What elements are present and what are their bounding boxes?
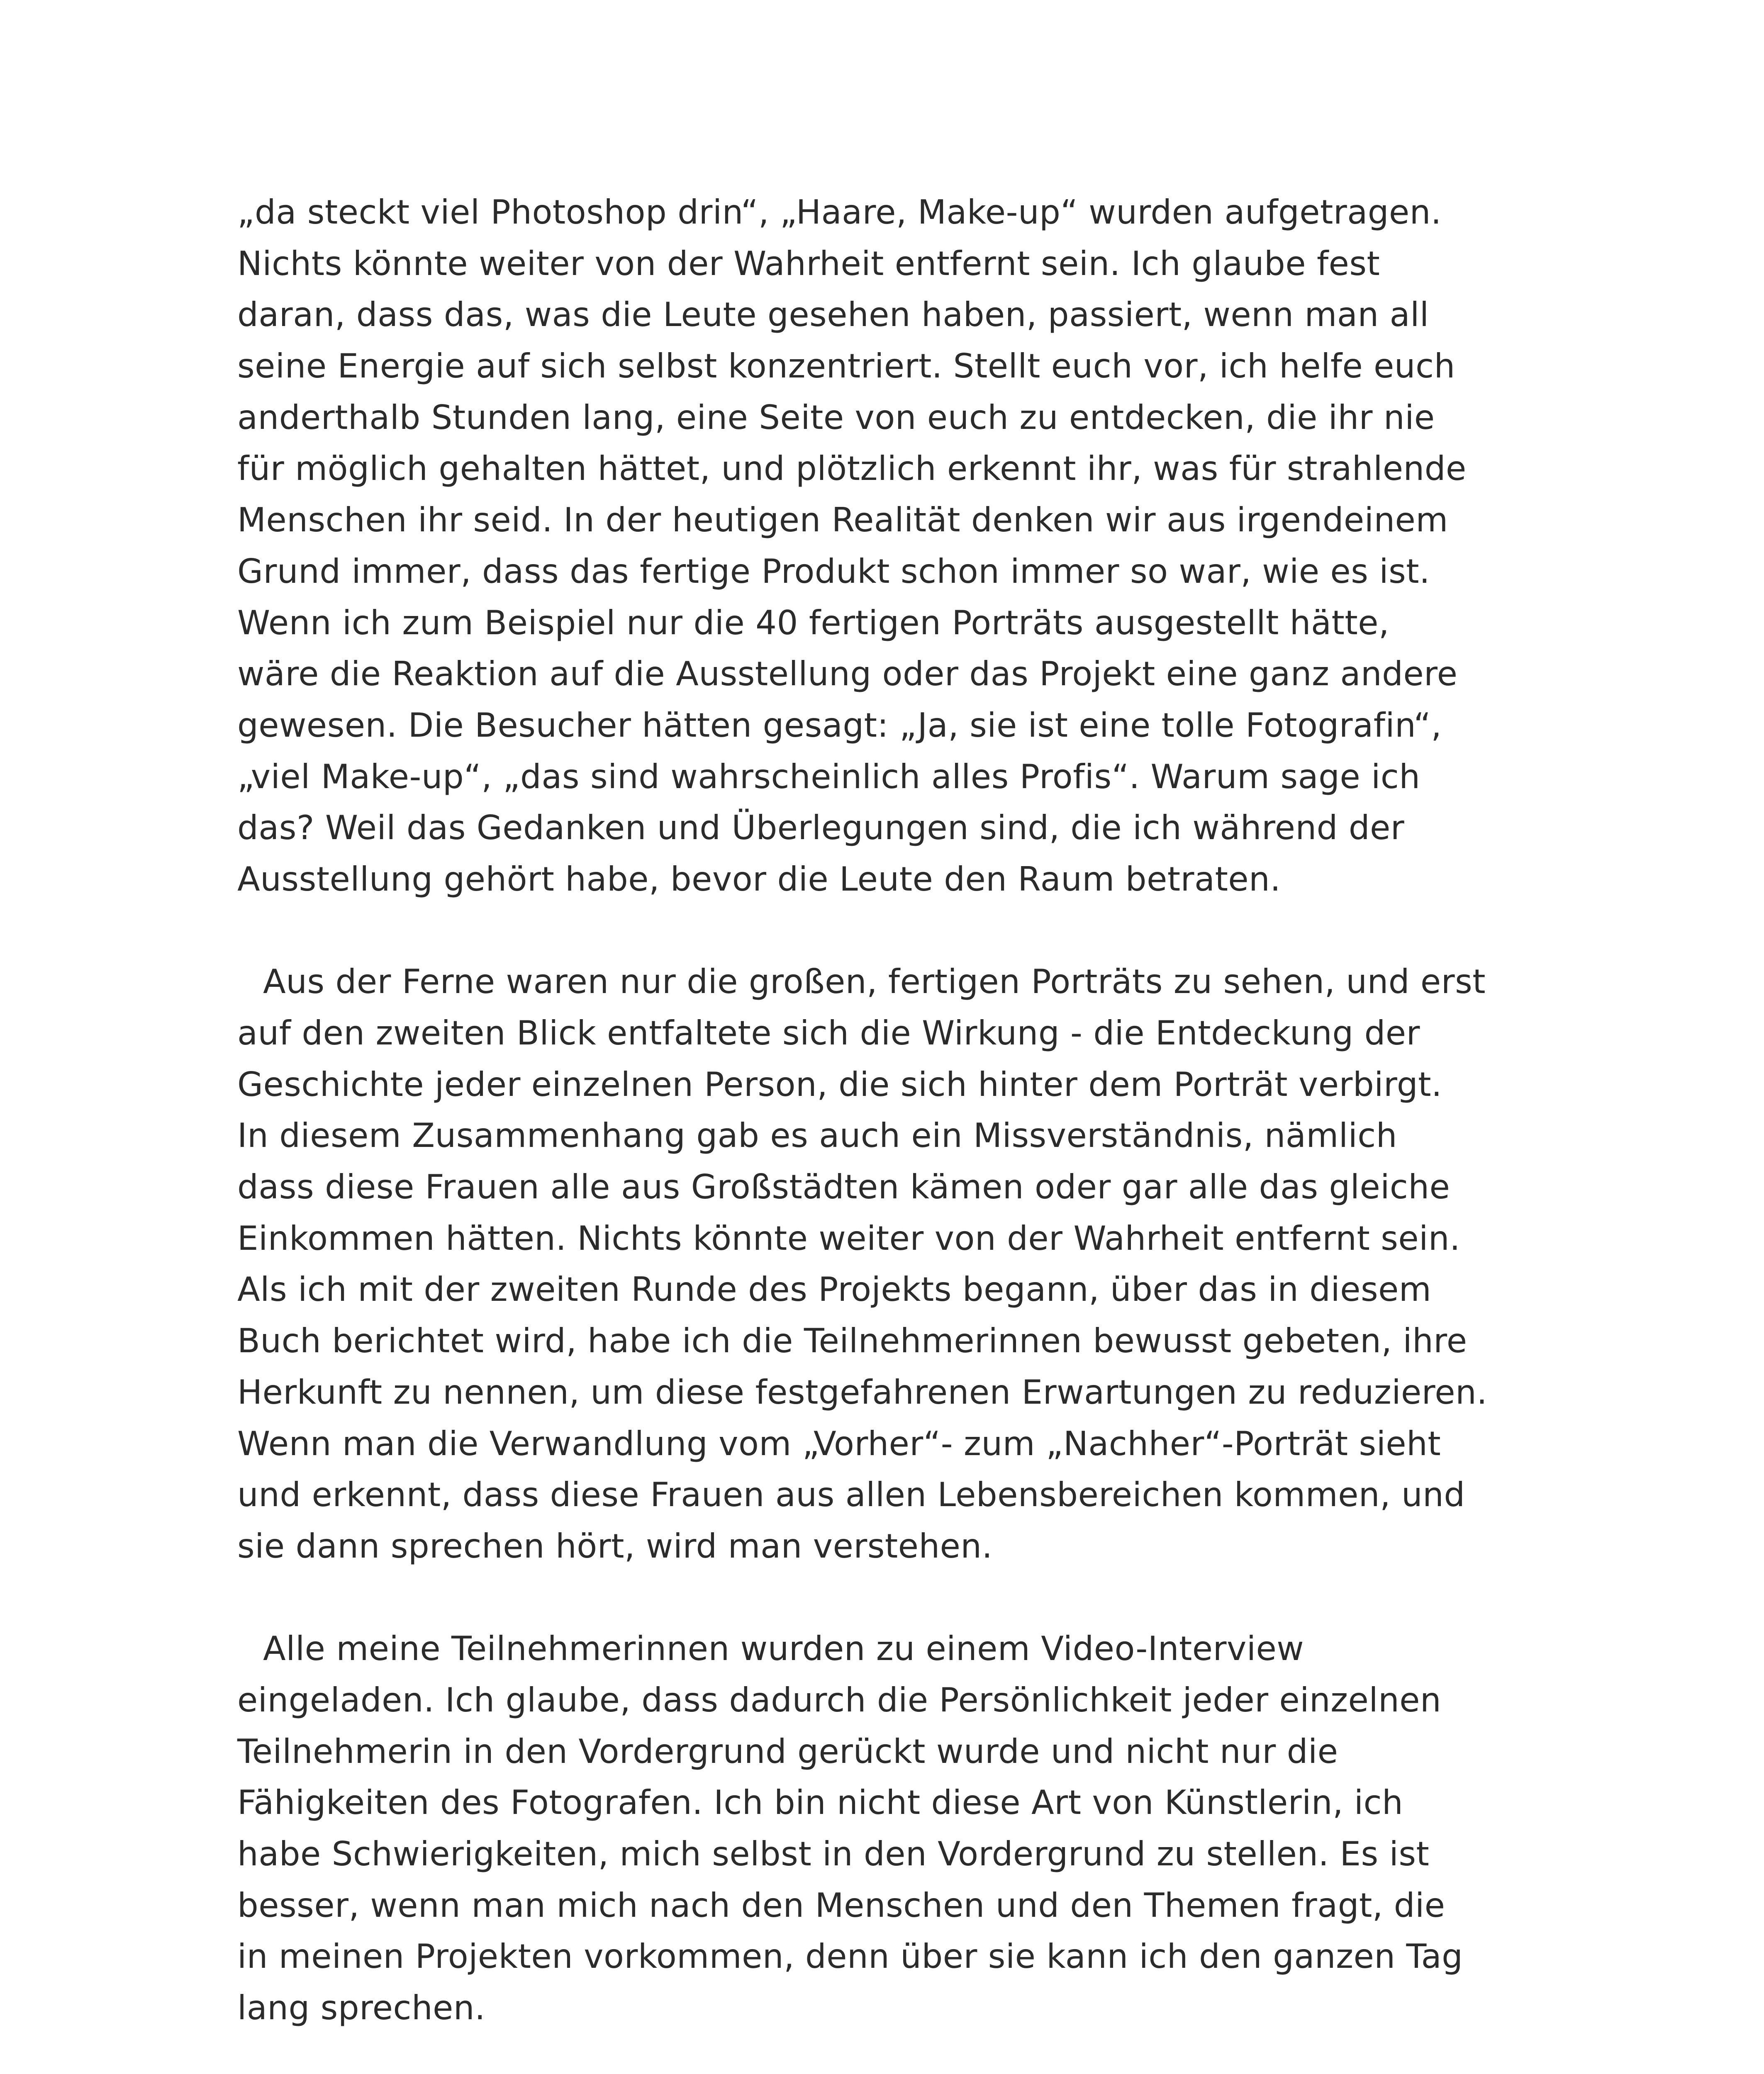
text-line: gewesen. Die Besucher hätten gesagt: „Ja, sie ist eine tolle Fotografin“, [237, 706, 1442, 745]
body-text [237, 187, 1540, 2074]
text-line: Wenn ich zum Beispiel nur die 40 fertigen Porträts ausgestellt hätte, [237, 603, 1389, 642]
text-line: auf den zweiten Blick entfaltete sich die Wirkung - die Entdeckung der [237, 1014, 1420, 1052]
text-line: Grund immer, dass das fertige Produkt schon immer so war, wie es ist. [237, 552, 1430, 591]
text-line: daran, dass das, was die Leute gesehen haben, passiert, wenn man all [237, 295, 1429, 334]
text-line: „viel Make-up“, „das sind wahrscheinlich alles Profis“. Warum sage ich [237, 757, 1420, 796]
text-line: Nichts könnte weiter von der Wahrheit entfernt sein. Ich glaube fest [237, 244, 1380, 283]
text-line: „da steckt viel Photoshop drin“, „Haare, Make-up“ wurden aufgetragen. [237, 193, 1442, 231]
text-line: Teilnehmerin in den Vordergrund gerückt wurde und nicht nur die [237, 1732, 1338, 1771]
text-line: seine Energie auf sich selbst konzentriert. Stellt euch vor, ich helfe euch [237, 347, 1455, 386]
text-line: Wenn man die Verwandlung vom „Vorher“- zum „Nachher“-Porträt sieht [237, 1424, 1441, 1463]
text-line: lang sprechen. [237, 1989, 486, 2028]
text-line: Menschen ihr seid. In der heutigen Realität denken wir aus irgendeinem [237, 501, 1448, 540]
text-line: Fähigkeiten des Fotografen. Ich bin nicht diese Art von Künstlerin, ich [237, 1783, 1403, 1822]
text-line: für möglich gehalten hättet, und plötzlich erkennt ihr, was für strahlende [237, 449, 1467, 488]
text-line: habe Schwierigkeiten, mich selbst in den Vordergrund zu stellen. Es ist [237, 1835, 1430, 1873]
text-line: dass diese Frauen alle aus Großstädten kämen oder gar alle das gleiche [237, 1168, 1450, 1207]
text-line: anderthalb Stunden lang, eine Seite von euch zu entdecken, die ihr nie [237, 398, 1435, 437]
text-line: sie dann sprechen hört, wird man verstehen. [237, 1526, 993, 1565]
text-line: Buch berichtet wird, habe ich die Teilnehmerinnen bewusst gebeten, ihre [237, 1322, 1467, 1361]
paragraph [237, 956, 1540, 1572]
text-line: Geschichte jeder einzelnen Person, die sich hinter dem Porträt verbirgt. [237, 1065, 1442, 1104]
text-line: Alle meine Teilnehmerinnen wurden zu einem Video-Interview [263, 1629, 1304, 1668]
paragraph [237, 1623, 1540, 2034]
text-line: Aus der Ferne waren nur die großen, fertigen Porträts zu sehen, und erst [263, 962, 1486, 1001]
text-line: Ausstellung gehört habe, bevor die Leute den Raum betraten. [237, 859, 1281, 898]
text-line: Als ich mit der zweiten Runde des Projekts begann, über das in diesem [237, 1270, 1432, 1309]
text-line: Herkunft zu nennen, um diese festgefahrenen Erwartungen zu reduzieren. [237, 1373, 1488, 1412]
text-line: Einkommen hätten. Nichts könnte weiter von der Wahrheit entfernt sein. [237, 1219, 1461, 1258]
text-line: In diesem Zusammenhang gab es auch ein Missverständnis, nämlich [237, 1116, 1397, 1155]
text-line: eingeladen. Ich glaube, dass dadurch die Persönlichkeit jeder einzelnen [237, 1680, 1442, 1719]
paragraph [237, 187, 1540, 905]
text-line: das? Weil das Gedanken und Überlegungen sind, die ich während der [237, 808, 1405, 847]
text-line: in meinen Projekten vorkommen, denn über sie kann ich den ganzen Tag [237, 1937, 1463, 1976]
text-line: und erkennt, dass diese Frauen aus allen Lebensbereichen kommen, und [237, 1475, 1465, 1514]
text-line: besser, wenn man mich nach den Menschen und den Themen fragt, die [237, 1886, 1445, 1925]
text-line: wäre die Reaktion auf die Ausstellung oder das Projekt eine ganz andere [237, 655, 1458, 694]
